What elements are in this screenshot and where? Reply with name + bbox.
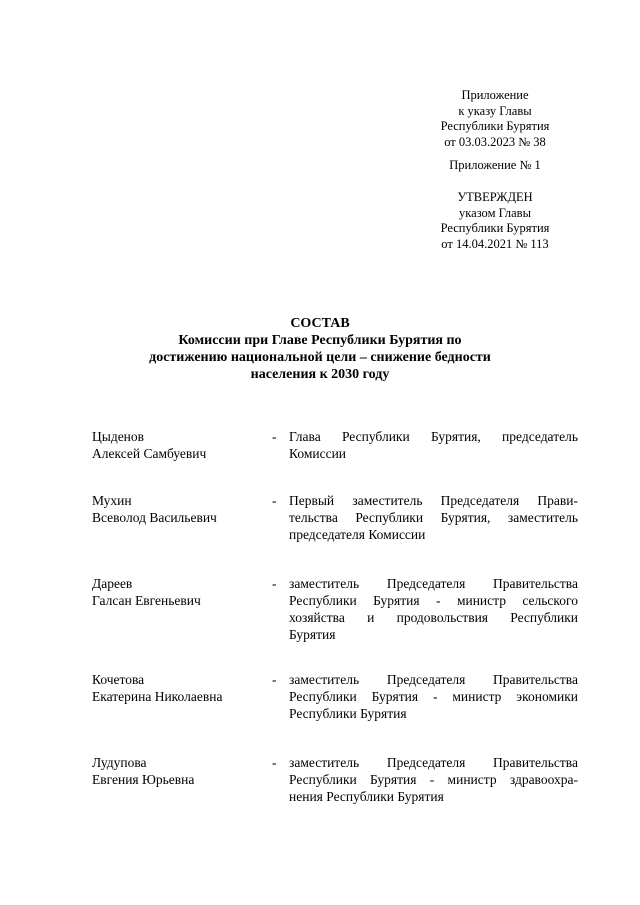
role-line: Глава Республики Бурятия, председатель [289, 429, 578, 444]
title-line: населения к 2030 году [250, 367, 390, 382]
member-entry [92, 428, 578, 492]
annex-block-number [420, 158, 570, 174]
member-given-names: Всеволод Васильевич [92, 510, 217, 525]
annex-line: к указу Главы [458, 103, 532, 118]
member-role [289, 671, 578, 722]
member-role [289, 492, 578, 543]
role-line: хозяйства и продовольствия Республики [289, 610, 578, 625]
member-name [92, 754, 262, 788]
role-line: заместитель Председателя Правительства [289, 755, 578, 770]
title-heading: СОСТАВ [290, 316, 350, 331]
role-line: Республики Бурятия - министр здравоохра- [289, 772, 578, 787]
member-dash: - [272, 672, 277, 687]
member-surname: Лудупова [92, 755, 147, 770]
role-line: председателя Комиссии [289, 527, 426, 542]
member-name [92, 492, 262, 526]
member-dash: - [272, 429, 277, 444]
role-line: Республики Бурятия - министр экономики [289, 689, 578, 704]
member-role [289, 428, 578, 462]
role-line: Комиссии [289, 446, 347, 461]
annex-line: Республики Бурятия [440, 119, 550, 133]
annex-line: Приложение [461, 88, 529, 102]
member-entry [92, 754, 578, 814]
member-surname: Мухин [92, 493, 132, 508]
members-list [92, 428, 578, 814]
member-entry [92, 575, 578, 671]
role-line: Республики Бурятия - министр сельского [289, 593, 578, 608]
role-line: нения Республики Бурятия [289, 789, 444, 804]
member-dash: - [272, 493, 277, 508]
annex-line: Республики Бурятия [440, 221, 550, 235]
member-entry [92, 492, 578, 575]
role-line: заместитель Председателя Правительства [289, 672, 578, 687]
title-line: Комиссии при Главе Республики Бурятия по [178, 333, 462, 348]
annex-line: от 03.03.2023 № 38 [444, 134, 546, 149]
member-given-names: Евгения Юрьевна [92, 772, 195, 787]
member-given-names: Екатерина Николаевна [92, 689, 223, 704]
annex-line: УТВЕРЖДЕН [457, 190, 533, 204]
role-line: Бурятия [289, 627, 336, 642]
member-name [92, 575, 262, 609]
member-role [289, 575, 578, 643]
member-role [289, 754, 578, 805]
role-line: Республики Бурятия [289, 706, 407, 721]
annex-line: указом Главы [459, 205, 531, 220]
member-surname: Цыденов [92, 429, 145, 444]
member-surname: Дареев [92, 576, 133, 591]
member-given-names: Алексей Самбуевич [92, 446, 207, 461]
role-line: Первый заместитель Председателя Прави- [289, 493, 578, 508]
title-line: достижению национальной цели – снижение бедности [149, 350, 491, 365]
annex-block-approved [420, 190, 570, 252]
annex-line: от 14.04.2021 № 113 [441, 236, 549, 251]
member-dash: - [272, 755, 277, 770]
role-line: заместитель Председателя Правительства [289, 576, 578, 591]
member-name [92, 428, 262, 462]
member-dash: - [272, 576, 277, 591]
member-name [92, 671, 262, 705]
member-surname: Кочетова [92, 672, 145, 687]
annex-block-current-decree [420, 88, 570, 150]
member-entry [92, 671, 578, 754]
document-title [100, 315, 540, 383]
annex-line: Приложение № 1 [449, 158, 541, 172]
member-given-names: Галсан Евгеньевич [92, 593, 201, 608]
role-line: тельства Республики Бурятия, заместитель [289, 510, 578, 525]
